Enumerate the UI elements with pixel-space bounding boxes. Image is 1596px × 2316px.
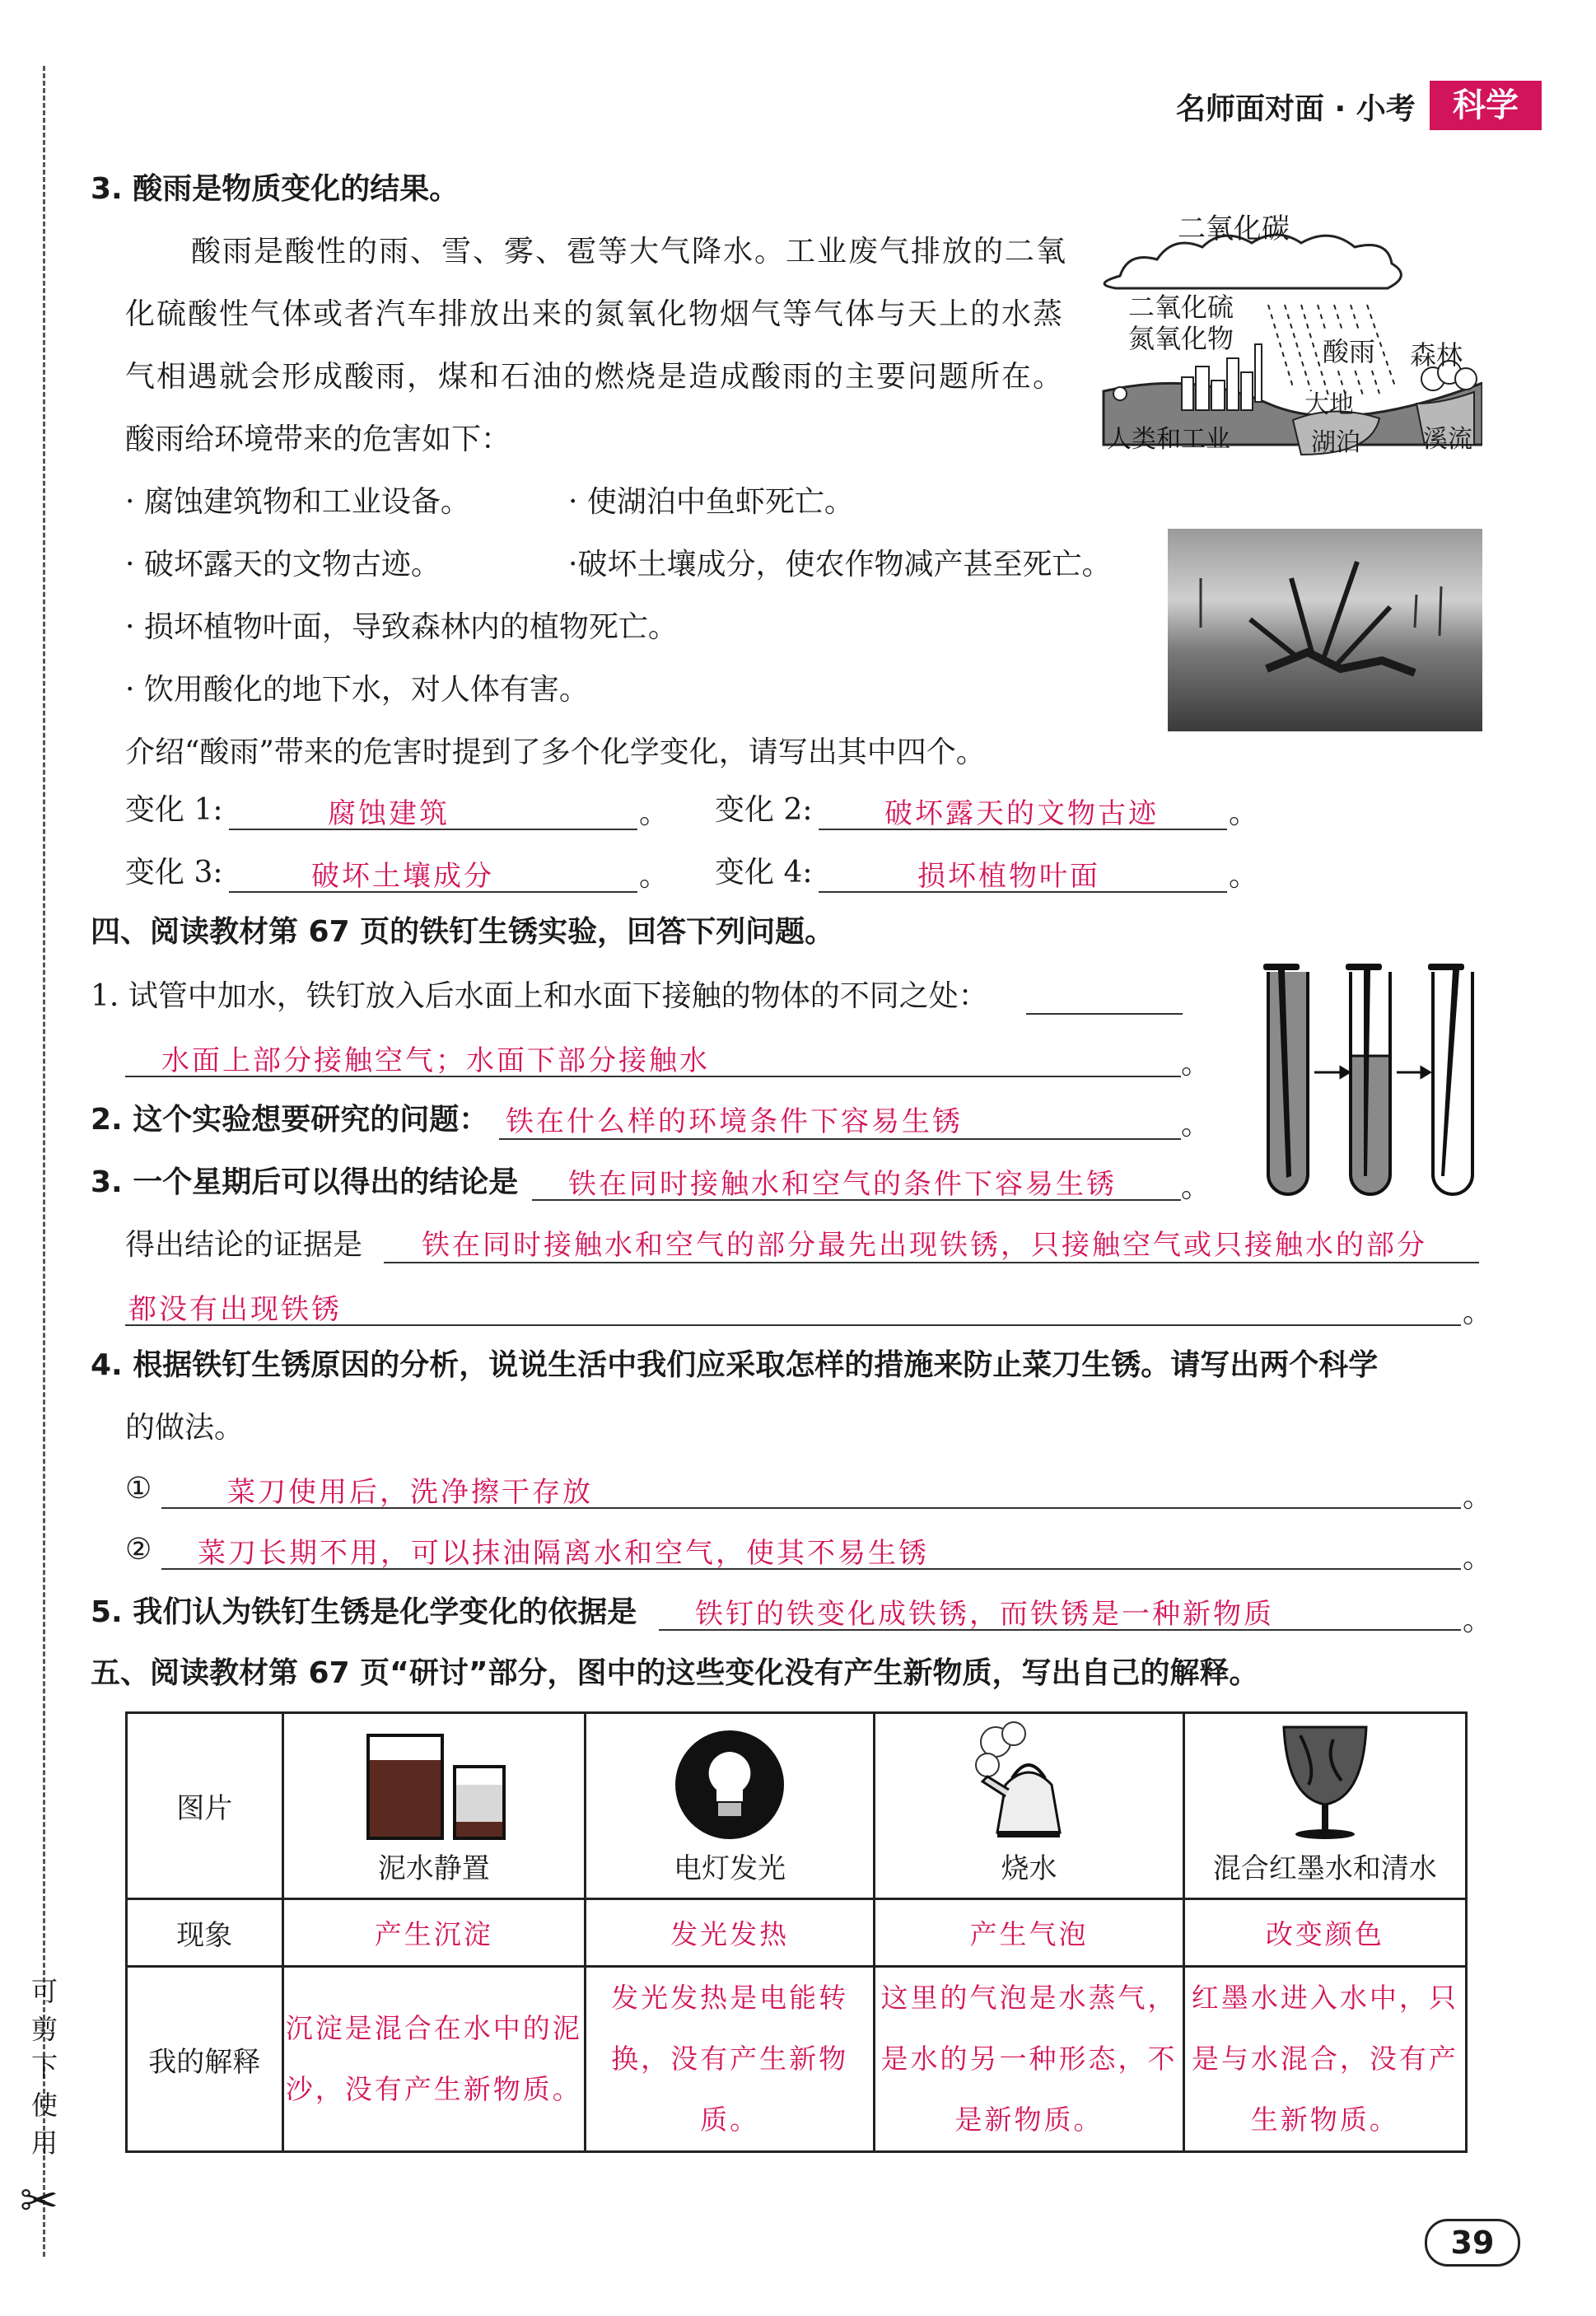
q3-para-line: 气相遇就会形成酸雨，煤和石油的燃烧是造成酸雨的主要问题所在。	[125, 360, 1065, 394]
light-bulb-icon	[672, 1727, 787, 1842]
q3-title: 3. 酸雨是物质变化的结果。	[91, 172, 460, 206]
subject-badge: 科学	[1430, 81, 1542, 130]
table-row	[127, 1899, 1467, 1967]
cell-picture	[875, 1713, 1183, 1899]
s4-q5-answer: 铁钉的铁变化成铁锈，而铁锈是一种新物质	[695, 1598, 1274, 1631]
change-answer: 破坏土壤成分	[311, 860, 494, 893]
section4-title: 四、阅读教材第 67 页的铁钉生锈实验，回答下列问题。	[91, 915, 835, 949]
cell-phenomenon: 改变颜色	[1183, 1899, 1466, 1967]
change-label: 变化 4:	[715, 856, 813, 890]
period: 。	[1229, 859, 1259, 893]
period: 。	[1229, 796, 1259, 830]
side-note-char: 使	[30, 2090, 58, 2121]
s4-q4-mark: ①	[125, 1472, 152, 1506]
cell-phenomenon: 产生沉淀	[282, 1899, 585, 1967]
side-note-char: 可	[30, 1976, 58, 2007]
cell-explanation: 沉淀是混合在水中的泥沙，没有产生新物质。	[282, 1967, 585, 2152]
s4-q3b-answer: 铁在同时接触水和空气的部分最先出现铁锈，只接触空气或只接触水的部分	[422, 1229, 1427, 1262]
cell-phenomenon: 产生气泡	[875, 1899, 1183, 1967]
cell-caption: 烧水	[1001, 1852, 1057, 1885]
s4-q4-text: 4. 根据铁钉生锈原因的分析，说说生活中我们应采取怎样的措施来防止菜刀生锈。请写出两个科学	[91, 1348, 1379, 1382]
s4-q3-answer: 铁在同时接触水和空气的条件下容易生锈	[568, 1168, 1117, 1201]
period: 。	[1463, 1480, 1493, 1514]
cell-picture	[1183, 1713, 1466, 1899]
row-label: 我的解释	[127, 1967, 283, 2152]
cell-picture	[282, 1713, 585, 1899]
harm-item: · 损坏植物叶面，导致森林内的植物死亡。	[125, 610, 678, 644]
label-co2: 二氧化碳	[1178, 212, 1290, 245]
change-label: 变化 1:	[125, 793, 223, 827]
beaker-icon	[352, 1727, 516, 1842]
kettle-icon	[954, 1719, 1103, 1842]
period: 。	[1463, 1296, 1493, 1329]
period: 。	[1181, 1047, 1211, 1081]
s4-q3-text: 3. 一个星期后可以得出的结论是	[91, 1165, 519, 1199]
change-label: 变化 3:	[125, 856, 223, 890]
label-stream: 溪流	[1423, 425, 1472, 454]
scissors-icon: ✂	[20, 2174, 58, 2228]
header-title: 名师面对面 · 小考	[1176, 92, 1416, 126]
cell-explanation: 这里的气泡是水蒸气，是水的另一种形态，不是新物质。	[875, 1967, 1183, 2152]
explanation-table	[125, 1711, 1468, 2153]
side-note-char: 用	[30, 2127, 58, 2159]
change-answer: 腐蚀建筑	[328, 797, 450, 830]
s4-q2-text: 2. 这个实验想要研究的问题：	[91, 1103, 489, 1137]
side-note-char: 剪	[30, 2014, 58, 2045]
period: 。	[1181, 1170, 1211, 1204]
s4-q1-text: 1. 试管中加水，铁钉放入后水面上和水面下接触的物体的不同之处：	[91, 979, 988, 1013]
label-human-industry: 人类和工业	[1107, 425, 1230, 454]
harm-item: · 腐蚀建筑物和工业设备。	[125, 485, 470, 519]
s4-q4-mark: ②	[125, 1533, 152, 1567]
s4-q5-text: 5. 我们认为铁钉生锈是化学变化的依据是	[91, 1595, 637, 1629]
label-lake: 湖泊	[1311, 428, 1360, 457]
table-row	[127, 1967, 1467, 2152]
harm-item: · 饮用酸化的地下水，对人体有害。	[125, 673, 589, 707]
s4-q4-answer: 菜刀使用后，洗净擦干存放	[227, 1476, 593, 1509]
cell-picture	[585, 1713, 874, 1899]
harm-item: ·破坏土壤成分，使农作物减产甚至死亡。	[568, 548, 1112, 581]
cell-phenomenon: 发光发热	[585, 1899, 874, 1967]
s4-q1-answer: 水面上部分接触空气；水面下部分接触水	[161, 1044, 710, 1077]
s4-q3b-answer-cont: 都没有出现铁锈	[128, 1293, 342, 1326]
harm-item: · 破坏露天的文物古迹。	[125, 548, 441, 581]
section5-title: 五、阅读教材第 67 页“研讨”部分，图中的这些变化没有产生新物质，写出自己的解释。	[91, 1656, 1259, 1690]
acid-rain-diagram	[1095, 198, 1482, 478]
page-number: 39	[1425, 2219, 1520, 2267]
wine-glass-icon	[1276, 1719, 1374, 1842]
side-note	[28, 1973, 61, 2162]
q3-para-line: 化硫酸性气体或者汽车排放出来的氮氧化物烟气等气体与天上的水蒸	[125, 297, 1065, 331]
cell-caption: 电灯发光	[674, 1852, 786, 1885]
period: 。	[1181, 1108, 1211, 1142]
s4-q3b-text: 得出结论的证据是	[125, 1228, 363, 1262]
harm-intro: 酸雨给环境带来的危害如下：	[125, 423, 511, 456]
test-tubes-diagram	[1258, 955, 1481, 1202]
label-nox: 氮氧化物	[1128, 323, 1234, 354]
label-acid-rain: 酸雨	[1323, 331, 1375, 369]
dead-tree-photo	[1168, 529, 1482, 731]
cell-explanation: 发光发热是电能转换，没有产生新物质。	[585, 1967, 874, 2152]
row-label: 现象	[127, 1899, 283, 1967]
s4-q2-answer: 铁在什么样的环境条件下容易生锈	[506, 1105, 963, 1138]
cell-explanation: 红墨水进入水中，只是与水混合，没有产生新物质。	[1183, 1967, 1466, 2152]
cell-caption: 泥水静置	[377, 1852, 490, 1885]
q3-prompt: 介绍“酸雨”带来的危害时提到了多个化学变化，请写出其中四个。	[125, 735, 986, 769]
period: 。	[639, 859, 670, 893]
table-row	[127, 1713, 1467, 1899]
s4-q4-answer: 菜刀长期不用，可以抹油隔离水和空气，使其不易生锈	[198, 1537, 929, 1570]
period: 。	[1463, 1604, 1493, 1637]
label-forest: 森林	[1410, 339, 1463, 371]
change-label: 变化 2:	[715, 793, 813, 827]
label-earth: 大地	[1304, 390, 1354, 419]
harm-item: · 使湖泊中鱼虾死亡。	[568, 485, 854, 519]
side-note-char: 下	[30, 2052, 58, 2083]
period: 。	[1463, 1541, 1493, 1575]
cell-caption: 混合红墨水和清水	[1212, 1852, 1437, 1885]
change-answer: 破坏露天的文物古迹	[884, 797, 1159, 830]
cut-line	[43, 66, 45, 2257]
change-answer: 损坏植物叶面	[917, 860, 1100, 893]
row-label: 图片	[127, 1713, 283, 1899]
label-so2: 二氧化硫	[1128, 292, 1234, 323]
s4-q4-text-cont: 的做法。	[125, 1411, 245, 1445]
q3-para-line: 酸雨是酸性的雨、雪、雾、雹等大气降水。工业废气排放的二氧	[191, 235, 1068, 268]
period: 。	[639, 796, 670, 830]
